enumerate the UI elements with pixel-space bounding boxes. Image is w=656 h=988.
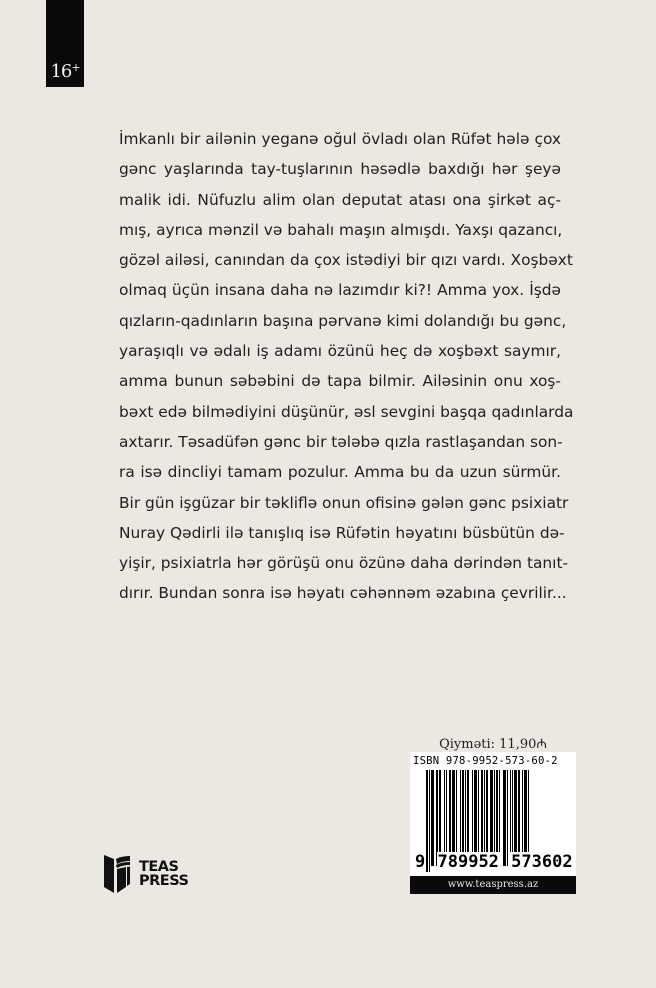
ean-right-group: 573602 — [511, 852, 573, 872]
blurb-line: amma bunun səbəbini də tapa bilmir. Ailəsinin onu xoş- — [119, 372, 561, 391]
blurb-line: ra isə dincliyi tamam pozulur. Amma bu da uzun sürmür. — [119, 463, 561, 482]
ean-digits — [414, 852, 574, 872]
blurb-line: axtarır. Təsadüfən gənc bir tələbə qızla rastlaşandan son- — [119, 432, 563, 451]
blurb-line: gənc yaşlarında tay-tuşlarının həsədlə baxdığı hər şeyə — [119, 160, 561, 179]
isbn-barcode-box — [410, 752, 576, 894]
book-shield-icon — [104, 853, 130, 895]
age-rating-number: 16 — [50, 61, 72, 82]
blurb-line: olmaq üçün insana daha nə lazımdır ki?! Amma yox. İşdə — [119, 281, 561, 300]
publisher-name-line1: TEAS — [139, 859, 179, 875]
publisher-name — [139, 860, 188, 888]
blurb-line: malik idi. Nüfuzlu alim olan deputat atası ona şirkət aç- — [119, 190, 561, 209]
age-rating-label — [46, 61, 84, 82]
age-rating-tab — [46, 0, 84, 87]
price-label: Qiymәti: 11,90₼ — [439, 737, 547, 752]
back-cover-blurb — [119, 124, 574, 609]
blurb-line: qızların-qadınların başına pərvanə kimi dolandığı bu gənc, — [119, 311, 567, 330]
blurb-line: mış, ayrıca mənzil və bahalı maşın almışdı. Yaxşı qazancı, — [119, 220, 563, 239]
publisher-url: www.teaspress.az — [410, 876, 576, 894]
blurb-line: Bir gün işgüzar bir təkliflə onun ofisinə gələn gənc psixiatr — [119, 493, 569, 512]
blurb-line: yaraşıqlı və ədalı iş adamı özünü heç də xoşbəxt saymır, — [119, 342, 561, 361]
isbn-number: ISBN 978-9952-573-60-2 — [413, 755, 558, 767]
publisher-logo — [104, 853, 188, 895]
publisher-name-line2: PRESS — [139, 873, 189, 889]
blurb-line: dırır. Bundan sonra isə həyatı cəhənnəm əzabına çevrilir... — [119, 584, 567, 603]
blurb-line: bəxt edə bilmədiyini düşünür, əsl sevgini başqa qadınlarda — [119, 402, 574, 421]
blurb-line: Nuray Qədirli ilə tanışlıq isə Rüfətin həyatını büsbütün də- — [119, 523, 565, 542]
ean-left-group: 789952 — [437, 852, 499, 872]
blurb-line: yişir, psixiatrla hər görüşü onu özünə daha dərindən tanıt- — [119, 554, 569, 573]
ean-first-digit: 9 — [415, 852, 426, 872]
blurb-line: gözəl ailəsi, canından da çox istədiyi bir qızı vardı. Xoşbəxt — [119, 251, 573, 270]
age-rating-suffix: + — [71, 61, 80, 74]
blurb-line: İmkanlı bir ailənin yeganə oğul övladı olan Rüfət hələ çox — [119, 130, 561, 148]
